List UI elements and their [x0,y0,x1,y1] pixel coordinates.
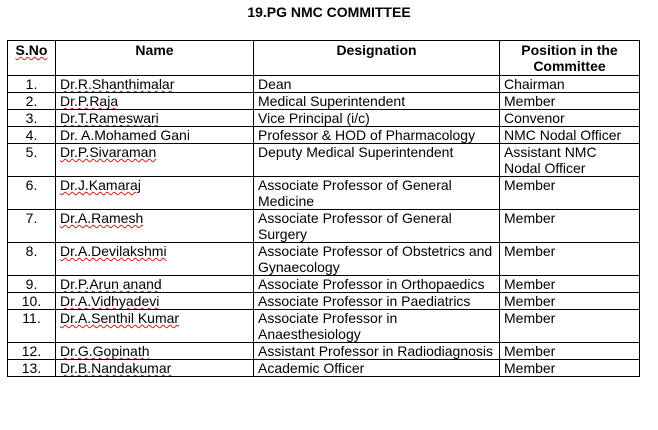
member-name: Dr.J.Kamaraj [60,177,141,193]
cell-position: Assistant NMC Nodal Officer [500,144,640,177]
cell-name [56,276,254,293]
cell-sno: 4. [8,127,56,144]
member-name: Dr.A.Senthil Kumar [60,310,180,326]
member-name: Dr.A.Devilakshmi [60,243,167,259]
table-row [8,293,640,310]
cell-designation: Vice Principal (i/c) [254,110,500,127]
header-position: Position in the Committee [500,41,640,76]
cell-designation: Associate Professor of General Medicine [254,177,500,210]
cell-sno: 3. [8,110,56,127]
member-name: Dr.T.Rameswari [60,110,159,126]
table-row [8,360,640,377]
cell-sno: 1. [8,76,56,93]
table-row [8,343,640,360]
cell-name [56,110,254,127]
table-row [8,276,640,293]
table-row [8,310,640,343]
cell-sno: 8. [8,243,56,276]
cell-sno: 12. [8,343,56,360]
cell-name [56,76,254,93]
cell-designation: Associate Professor of General Surgery [254,210,500,243]
cell-designation: Associate Professor in Paediatrics [254,293,500,310]
header-row [8,41,640,76]
cell-designation: Associate Professor in Anaesthesiology [254,310,500,343]
cell-position: Member [500,360,640,377]
header-sno [8,41,56,76]
table-row [8,76,640,93]
document-title: 19.PG NMC COMMITTEE [247,4,411,20]
cell-sno: 13. [8,360,56,377]
cell-sno: 5. [8,144,56,177]
cell-name [56,243,254,276]
table-body [8,76,640,377]
cell-designation: Associate Professor in Orthopaedics [254,276,500,293]
member-name: Dr.P.Sivaraman [60,144,157,160]
header-designation: Designation [254,41,500,76]
cell-sno: 6. [8,177,56,210]
cell-name [56,343,254,360]
cell-sno: 11. [8,310,56,343]
cell-name [56,144,254,177]
table-row [8,93,640,110]
cell-sno: 10. [8,293,56,310]
member-name: Dr.A.Ramesh [60,210,144,226]
table-row [8,110,640,127]
cell-name [56,210,254,243]
table-row [8,144,640,177]
cell-name [56,293,254,310]
committee-table [7,40,640,377]
cell-position: Chairman [500,76,640,93]
table-row [8,177,640,210]
table-row [8,243,640,276]
cell-designation: Dean [254,76,500,93]
cell-position: Member [500,177,640,210]
table-row [8,127,640,144]
member-name: Dr.B.Nandakumar [60,360,172,376]
cell-designation: Academic Officer [254,360,500,377]
cell-position: Member [500,310,640,343]
cell-designation: Assistant Professor in Radiodiagnosis [254,343,500,360]
cell-position: Member [500,93,640,110]
cell-sno: 9. [8,276,56,293]
cell-name [56,177,254,210]
header-name: Name [56,41,254,76]
member-name: Dr.G.Gopinath [60,343,150,359]
cell-position: Member [500,243,640,276]
cell-designation: Associate Professor of Obstetrics and Gynaecology [254,243,500,276]
member-name: Dr. A.Mohamed Gani [60,127,190,143]
cell-position: Member [500,276,640,293]
header-sno-text: S.No [15,42,48,58]
table-row [8,210,640,243]
cell-position: Member [500,293,640,310]
cell-position: NMC Nodal Officer [500,127,640,144]
cell-sno: 7. [8,210,56,243]
member-name: Dr.R.Shanthimalar [60,76,175,92]
cell-designation: Deputy Medical Superintendent [254,144,500,177]
cell-name [56,360,254,377]
member-name: Dr.P.Raja [60,93,119,109]
cell-designation: Medical Superintendent [254,93,500,110]
member-name: Dr.P.Arun anand [60,276,162,292]
cell-sno: 2. [8,93,56,110]
cell-position: Convenor [500,110,640,127]
cell-position: Member [500,210,640,243]
member-name: Dr.A.Vidhyadevi [60,293,160,309]
cell-position: Member [500,343,640,360]
table-header [8,41,640,76]
cell-designation: Professor & HOD of Pharmacology [254,127,500,144]
cell-name [56,127,254,144]
cell-name [56,93,254,110]
cell-name [56,310,254,343]
